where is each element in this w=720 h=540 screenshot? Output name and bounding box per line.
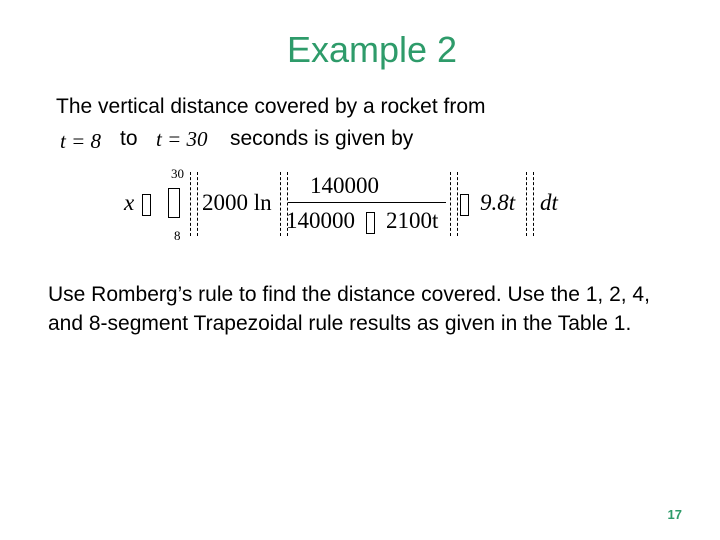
minus-glyph-box: [366, 212, 375, 234]
minus-glyph-box-2: [460, 194, 469, 216]
intro-line-1: The vertical distance covered by a rocket from: [56, 95, 486, 118]
slide-title: Example 2: [286, 29, 458, 70]
integral-sign: [168, 188, 180, 218]
condition-start: t = 8: [60, 129, 102, 153]
left-bracket-glyph: [190, 172, 198, 236]
word-to: to: [120, 127, 138, 150]
body-paragraph: Use Romberg’s rule to find the distance covered. Use the 1, 2, 4, and 8-segment Trapezoidal rule results as given in the Table 1.: [48, 283, 650, 335]
right-bracket-glyph: [526, 172, 534, 236]
fraction-denominator-right: 2100t: [386, 208, 439, 233]
distance-equation: [120, 166, 560, 246]
equation-lhs: x: [124, 190, 135, 215]
fraction-numerator: 140000: [310, 173, 379, 198]
differential: dt: [540, 190, 558, 215]
equation-coefficient: 2000 ln: [202, 190, 272, 215]
tail-term: 9.8t: [480, 190, 516, 215]
equals-glyph-box: [142, 194, 151, 216]
fraction-bar: [288, 202, 446, 203]
integral-lower-limit: 8: [174, 228, 181, 243]
condition-end: t = 30: [156, 127, 208, 151]
page-number: 17: [667, 507, 682, 522]
word-seconds: seconds is given by: [230, 127, 414, 150]
integral-upper-limit: 30: [171, 166, 184, 181]
equation-tail: [480, 190, 515, 216]
fraction-denominator-left: 140000: [286, 208, 355, 233]
right-paren-glyph: [450, 172, 458, 236]
